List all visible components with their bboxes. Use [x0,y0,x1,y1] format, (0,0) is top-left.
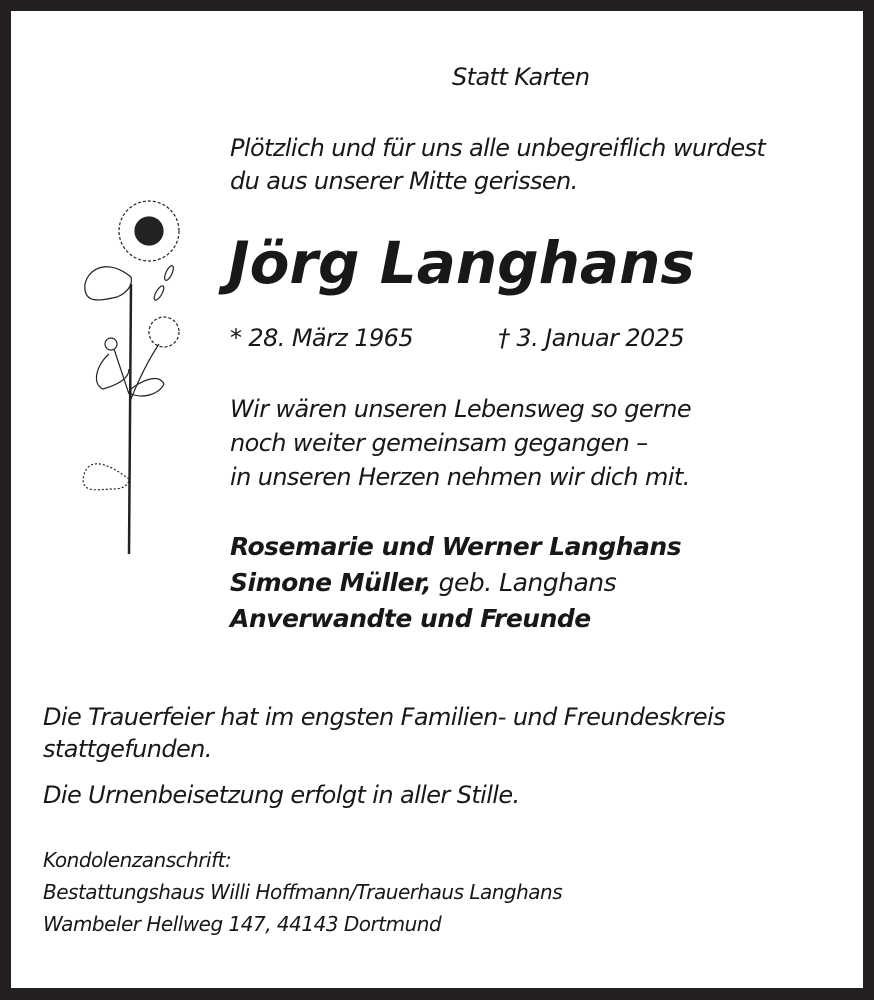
birth-date: * 28. März 1965 [230,324,414,352]
mourner-name: Simone Müller, [230,568,432,597]
notice-line-1: Die Trauerfeier hat im engsten Familien- und Freundeskreis [43,703,725,731]
sunflower-illustration [69,189,189,559]
condolence-address-1: Bestattungshaus Willi Hoffmann/Trauerhaus Langhans [43,880,563,904]
mourner-line-1: Rosemarie und Werner Langhans [230,532,682,561]
intro-line-2: du aus unserer Mitte gerissen. [230,167,578,195]
condolence-label: Kondolenzanschrift: [43,848,232,872]
notice-line-2: stattgefunden. [43,735,212,763]
notice-line-3: Die Urnenbeisetzung erfolgt in aller Stille. [43,781,520,809]
statt-karten: Statt Karten [452,63,590,91]
verse-line-2: noch weiter gemeinsam gegangen – [230,429,648,457]
deceased-name: Jörg Langhans [228,229,695,297]
condolence-address-2: Wambeler Hellweg 147, 44143 Dortmund [43,912,442,936]
obituary-notice [11,11,863,988]
mourner-maiden-name: geb. Langhans [431,568,617,597]
mourner-line-2 [230,568,616,597]
intro-line-1: Plötzlich und für uns alle unbegreiflich wurdest [230,134,766,162]
verse-line-1: Wir wären unseren Lebensweg so gerne [230,395,692,423]
mourner-line-3: Anverwandte und Freunde [230,604,591,633]
verse-line-3: in unseren Herzen nehmen wir dich mit. [230,463,690,491]
death-date: † 3. Januar 2025 [498,324,685,352]
